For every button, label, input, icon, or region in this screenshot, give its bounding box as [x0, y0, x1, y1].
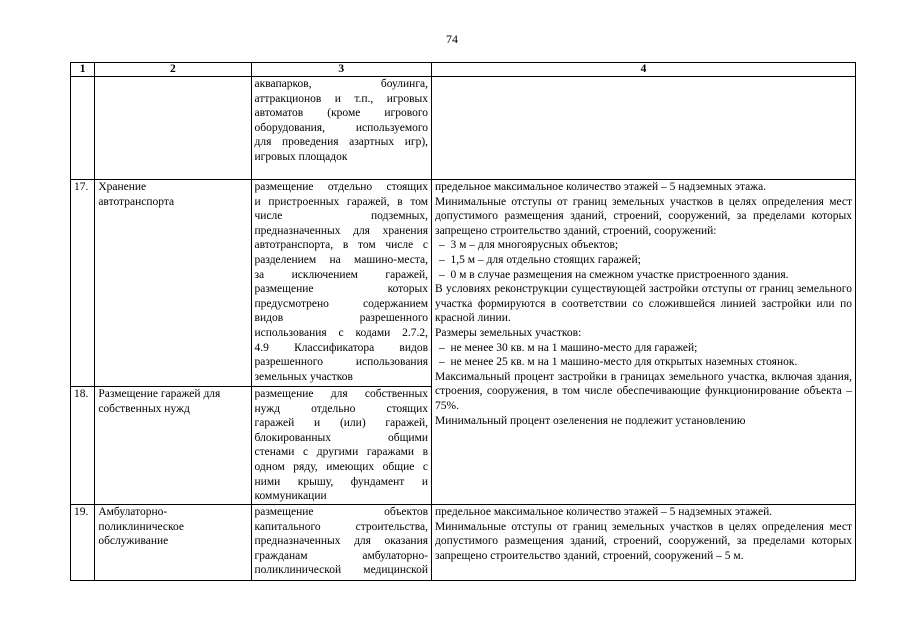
description-line: гражданам амбулаторно- [254, 549, 429, 562]
max-floors-text: предельное максимальное количество этажей – 5 надземных этажа. [435, 181, 767, 193]
description-line: стенами с другими гаражами в [254, 446, 429, 459]
header-col-2: 2 [95, 63, 251, 77]
coverage-text: Максимальный процент застройки в границах земельного участка, включая здания, строения, сооружения, в том числе обеспечивающие функционирование объекта – 75%. [435, 370, 852, 412]
use-name-line: собственных нужд [98, 402, 190, 415]
description-line: поликлинической медицинской [254, 564, 429, 577]
row-number: 18. [71, 387, 95, 505]
use-name-cell [95, 180, 251, 387]
description-line: гаражей и (или) гаражей, [254, 417, 429, 430]
description-line: числе подземных, [254, 210, 429, 223]
setbacks-intro: Минимальные отступы от границ земельных участков в целях определения мест допустимого размещения зданий, строений, сооружений, за пределами которых запрещено строительство зданий, строений, сооружений: [435, 195, 852, 237]
description-line: предусмотрено содержанием [254, 297, 429, 310]
description-line: автотранспорта, в том числе с [254, 239, 429, 252]
description-line: оборудования, используемого [254, 121, 429, 134]
description-line: видов разрешенного [254, 312, 429, 325]
greenery-text: Минимальный процент озеленения не подлежит установлению [435, 414, 746, 427]
description-line: блокированных общими [254, 431, 429, 444]
description-line: и пристроенных гаражей, в том [254, 195, 429, 208]
description-line: аттракционов и т.п., игровых [254, 92, 429, 105]
use-name-line: Хранение [98, 181, 147, 193]
description-line: нужд отдельно стоящих [254, 402, 429, 415]
description-line: за исключением гаражей, [254, 268, 429, 281]
description-line: ними крышу, фундамент и [254, 475, 429, 488]
row-number: 17. [71, 180, 95, 387]
table-row-17 [71, 180, 856, 387]
description-line: капитального строительства, [254, 520, 429, 533]
description-line: игровых площадок [254, 150, 348, 163]
use-description-cell [251, 180, 432, 387]
description-line: размещение объектов [254, 506, 429, 518]
description-line: размещение которых [254, 283, 429, 296]
description-line: размещение для собственных [254, 388, 429, 400]
description-line: одном ряду, имеющих общие с [254, 460, 429, 473]
description-line: земельных участков [254, 370, 353, 383]
params-cell-19 [432, 505, 856, 581]
plot-size-item: – не менее 30 кв. м на 1 машино-место для гаражей; [439, 341, 698, 354]
page-number: 74 [446, 32, 458, 46]
zoning-table [70, 62, 856, 581]
table-header-row [71, 63, 856, 77]
header-col-1: 1 [71, 63, 95, 77]
header-col-4: 4 [432, 63, 856, 77]
description-line: для проведения азартных игр), [254, 136, 429, 149]
setback-item: – 0 м в случае размещения на смежном участке пристроенного здания. [439, 268, 789, 281]
use-name-line: поликлиническое [98, 520, 185, 533]
use-name-cell [95, 505, 251, 581]
reconstruction-text: В условиях реконструкции существующей застройки отступы от границ земельного участка формируются в соответствии со сложившейся линией застройки или по красной линии. [435, 283, 852, 325]
description-line: разделением на машино-места, [254, 253, 429, 266]
cont-params-cell [432, 77, 856, 180]
use-name-cell [95, 387, 251, 505]
cont-num-cell [71, 77, 95, 180]
description-line: предназначенных для хранения [254, 224, 429, 237]
use-description-cell [251, 387, 432, 505]
description-line: размещение отдельно стоящих [254, 181, 429, 193]
use-name-line: Размещение гаражей для [98, 388, 221, 400]
description-line: аквапарков, боулинга, [254, 78, 429, 90]
cont-description-cell [251, 77, 432, 180]
setbacks-text: Минимальные отступы от границ земельных участков в целях определения мест допустимого размещения зданий, строений, сооружений, за пределами которых запрещено строительство зданий, строений, сооружений – 5 м. [435, 520, 852, 562]
description-line: предназначенных для оказания [254, 535, 429, 548]
use-description-cell [251, 505, 432, 581]
cont-name-cell [95, 77, 251, 180]
setback-item: – 1,5 м – для отдельно стоящих гаражей; [439, 253, 641, 266]
max-floors-text: предельное максимальное количество этажей – 5 надземных этажей. [435, 506, 773, 518]
row-number: 19. [71, 505, 95, 581]
description-line: разрешенного использования [254, 356, 429, 369]
plot-size-item: – не менее 25 кв. м на 1 машино-место для открытых наземных стоянок. [439, 356, 798, 369]
use-name-line: автотранспорта [98, 195, 175, 208]
params-cell-17-18 [432, 180, 856, 505]
table-row-continuation [71, 77, 856, 180]
use-name-line: обслуживание [98, 535, 169, 548]
description-line: использования с кодами 2.7.2, [254, 326, 429, 339]
description-line: автоматов (кроме игрового [254, 107, 429, 120]
table-row-19 [71, 505, 856, 581]
plot-sizes-intro: Размеры земельных участков: [435, 326, 582, 339]
description-line: 4.9 Классификатора видов [254, 341, 429, 354]
use-name-line: Амбулаторно- [98, 506, 168, 518]
setback-item: – 3 м – для многоярусных объектов; [439, 239, 619, 252]
description-line: коммуникации [254, 490, 327, 503]
header-col-3: 3 [251, 63, 432, 77]
